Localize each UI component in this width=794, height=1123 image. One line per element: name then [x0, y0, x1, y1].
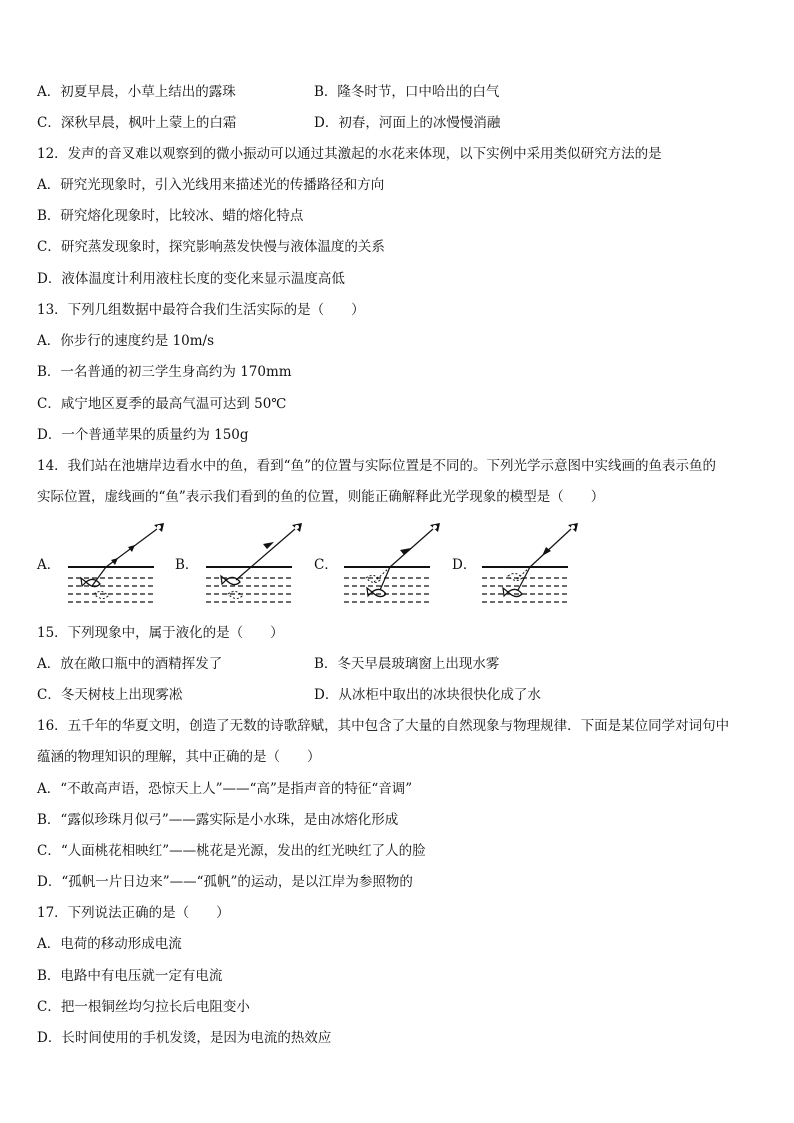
image-fish-icon: [228, 591, 242, 598]
q16-option-c: C．“人面桃花相映红”——桃花是光源，发出的红光映红了人的脸: [37, 843, 426, 859]
q11-option-c: C．深秋早晨，枫叶上蒙上的白霜: [37, 115, 237, 131]
extended-ray: [374, 567, 390, 582]
q17-option-a: A．电荷的移动形成电流: [37, 936, 182, 952]
q13-option-d: D．一个普通苹果的质量约为 150g: [37, 427, 249, 443]
light-ray-air: [390, 529, 433, 567]
image-fish-icon: [508, 573, 522, 580]
water-surface-lines: [344, 567, 430, 602]
real-fish-icon: [503, 588, 522, 597]
water-surface-lines: [206, 567, 292, 602]
q13-option-c: C．咸宁地区夏季的最高气温可达到 50℃: [37, 396, 287, 412]
ray-arrow-2: [111, 558, 118, 565]
q14-label-a: A．: [37, 557, 61, 573]
water-surface-lines: [482, 567, 568, 602]
q12-option-b: B．研究熔化现象时，比较冰、蜡的熔化特点: [37, 208, 304, 224]
q12-stem: 12．发声的音叉难以观察到的微小振动可以通过其激起的水花来体现，以下实例中采用类似研究方法的是: [37, 146, 662, 162]
q13-option-b: B．一名普通的初三学生身高约为 170mm: [37, 364, 292, 380]
q12-option-d: D．液体温度计利用液柱长度的变化来显示温度高低: [37, 271, 345, 287]
q15-option-a: A．放在敞口瓶中的酒精挥发了: [37, 656, 223, 672]
q14-label-b: B．: [175, 557, 199, 573]
q11-option-b: B．隆冬时节，口中哈出的白气: [314, 84, 500, 100]
water-surface-lines: [68, 567, 154, 602]
light-ray-air: [530, 529, 571, 567]
q16-option-a: A．“不敢高声语，恐惊天上人”——“高”是指声音的特征“音调”: [37, 781, 413, 797]
q17-option-c: C．把一根铜丝均匀拉长后电阻变小: [37, 999, 250, 1015]
real-fish-icon: [367, 588, 386, 597]
q16-stem-line1: 16．五千年的华夏文明，创造了无数的诗歌辞赋，其中包含了大量的自然现象与物理规律．下面是某位同学对词句中: [37, 718, 730, 734]
q17-stem: 17．下列说法正确的是（ ）: [37, 905, 230, 921]
diagram-d: [476, 520, 581, 610]
q13-option-a: A．你步行的速度约是 10m/s: [37, 333, 214, 349]
diagram-c: [338, 520, 443, 610]
q12-option-c: C．研究蒸发现象时，探究影响蒸发快慢与液体温度的关系: [37, 239, 385, 255]
diagram-a: [62, 520, 167, 610]
q17-option-d: D．长时间使用的手机发烫，是因为电流的热效应: [37, 1030, 332, 1046]
q15-option-b: B．冬天早晨玻璃窗上出现水雾: [314, 656, 500, 672]
diagram-b: [200, 520, 305, 610]
q16-stem-line2: 蕴涵的物理知识的理解，其中正确的是（ ）: [37, 749, 321, 765]
q13-stem: 13．下列几组数据中最符合我们生活实际的是（ ）: [37, 302, 365, 318]
q12-option-a: A．研究光现象时，引入光线用来描述光的传播路径和方向: [37, 177, 385, 193]
q11-option-a: A．初夏早晨，小草上结出的露珠: [37, 84, 236, 100]
q16-option-b: B．“露似珍珠月似弓”——露实际是小水珠，是由冰熔化形成: [37, 812, 399, 828]
q14-stem-line1: 14．我们站在池塘岸边看水中的鱼，看到“鱼”的位置与实际位置是不同的。下列光学示意图中实线画的鱼表示鱼的: [37, 458, 716, 474]
real-fish-icon: [221, 576, 240, 585]
q14-stem-line2: 实际位置，虚线画的“鱼”表示我们看到的鱼的位置，则能正确解释此光学现象的模型是（ ）: [37, 489, 605, 505]
image-fish-icon: [94, 591, 108, 598]
ray-arrow: [128, 545, 135, 552]
q15-stem: 15．下列现象中，属于液化的是（ ）: [37, 625, 284, 641]
q11-option-d: D．初春，河面上的冰慢慢消融: [314, 115, 501, 131]
light-ray: [236, 529, 295, 580]
q15-option-c: C．冬天树枝上出现雾凇: [37, 687, 183, 703]
q14-label-d: D．: [452, 557, 477, 573]
q15-option-d: D．从冰柜中取出的冰块很快化成了水: [314, 687, 541, 703]
q17-option-b: B．电路中有电压就一定有电流: [37, 968, 223, 984]
q16-option-d: D．“孤帆一片日边来”——“孤帆”的运动，是以江岸为参照物的: [37, 874, 413, 890]
q14-label-c: C．: [314, 557, 338, 573]
